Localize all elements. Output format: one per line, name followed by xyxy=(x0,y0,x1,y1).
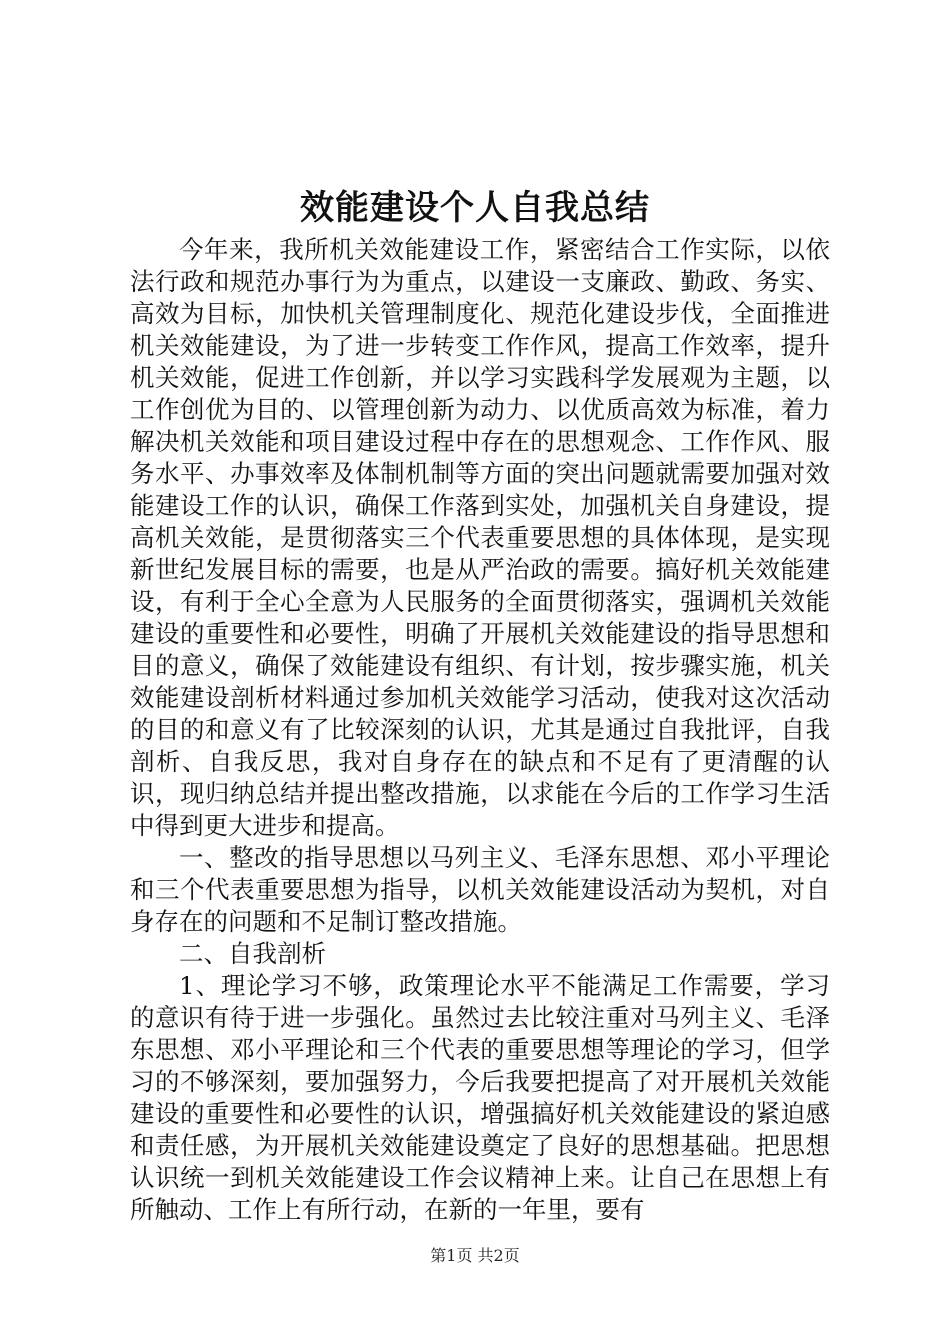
paragraph-guiding-thought: 一、整改的指导思想以马列主义、毛泽东思想、邓小平理论和三个代表重要思想为指导，以机关效能建设活动为契机，对自身存在的问题和不足制订整改措施。 xyxy=(130,843,830,936)
document-title: 效能建设个人自我总结 xyxy=(300,188,650,228)
paragraph-theory-study: 1、理论学习不够，政策理论水平不能满足工作需要，学习的意识有待于进一步强化。虽然过去比较注重对马列主义、毛泽东思想、邓小平理论和三个代表的重要思想等理论的学习，但学习的不够深刻，要加强努力，今后我要把提高了对开展机关效能建设的重要性和必要性的认识，增强搞好机关效能建设的紧迫感和责任感，为开展机关效能建设奠定了良好的思想基础。把思想认识统一到机关效能建设工作会议精神上来。让自己在思想上有所触动、工作上有所行动，在新的一年里，要有 xyxy=(130,971,830,1224)
paragraph-intro: 今年来，我所机关效能建设工作，紧密结合工作实际，以依法行政和规范办事行为为重点，以建设一支廉政、勤政、务实、高效为目标，加快机关管理制度化、规范化建设步伐，全面推进机关效能建设，为了进一步转变工作作风，提高工作效率，提升机关效能，促进工作创新，并以学习实践科学发展观为主题，以工作创优为目的、以管理创新为动力、以优质高效为标准，着力解决机关效能和项目建设过程中存在的思想观念、工作作风、服务水平、办事效率及体制机制等方面的突出问题就需要加强对效能建设工作的认识，确保工作落到实处，加强机关自身建设，提高机关效能，是贯彻落实三个代表重要思想的具体体现，是实现新世纪发展目标的需要，也是从严治政的需要。搞好机关效能建设，有利于全心全意为人民服务的全面贯彻落实，强调机关效能建设的重要性和必要性，明确了开展机关效能建设的指导思想和目的意义，确保了效能建设有组织、有计划，按步骤实施，机关效能建设剖析材料通过参加机关效能学习活动，使我对这次活动的目的和意义有了比较深刻的认识，尤其是通过自我批评，自我剖析、自我反思，我对自身存在的缺点和不足有了更清醒的认识，现归纳总结并提出整改措施，以求能在今后的工作学习生活中得到更大进步和提高。 xyxy=(130,235,830,840)
document-body xyxy=(130,234,830,1226)
page-number-footer: 第1页 共2页 xyxy=(430,1246,520,1265)
paragraph-self-analysis-heading: 二、自我剖析 xyxy=(179,939,326,968)
